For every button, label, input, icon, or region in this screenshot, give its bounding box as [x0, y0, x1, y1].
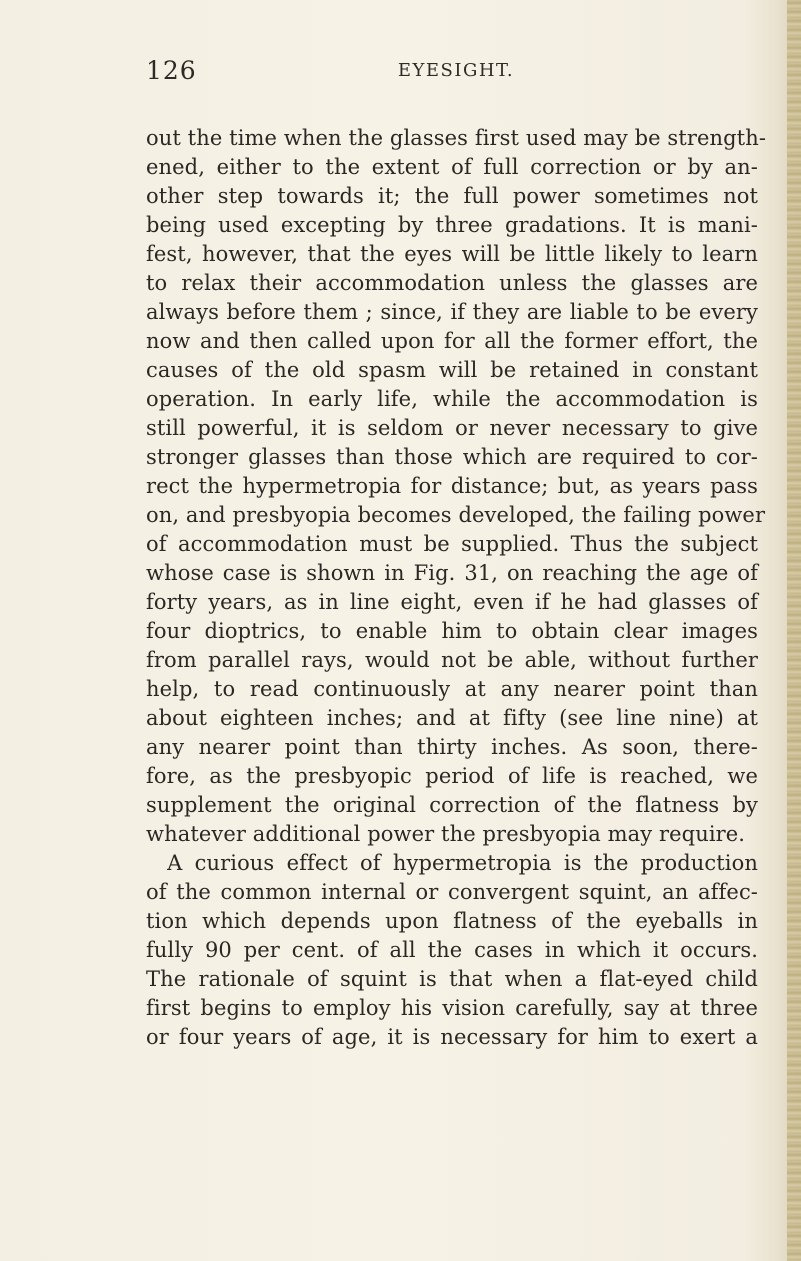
text-line: now and then called upon for all the former effort, the: [146, 329, 758, 353]
text-line-paragraph-start: A curious effect of hypermetropia is the production: [146, 851, 758, 875]
text-line: or four years of age, it is necessary for him to exert a: [146, 1025, 758, 1049]
text-line: of the common internal or convergent squint, an affec-: [146, 880, 758, 904]
text-line: rect the hypermetropia for distance; but, as years pass: [146, 474, 758, 498]
text-line: about eighteen inches; and at fifty (see line nine) at: [146, 706, 758, 730]
text-line: forty years, as in line eight, even if he had glasses of: [146, 590, 758, 614]
text-line: from parallel rays, would not be able, without further: [146, 648, 758, 672]
text-line: fest, however, that the eyes will be little likely to learn: [146, 242, 758, 266]
text-line: ened, either to the extent of full correction or by an-: [146, 155, 758, 179]
text-line: still powerful, it is seldom or never necessary to give: [146, 416, 758, 440]
text-line: of accommodation must be supplied. Thus the subject: [146, 532, 758, 556]
page-edge: [787, 0, 801, 1261]
text-line: being used excepting by three gradations. It is mani-: [146, 213, 758, 237]
text-line: The rationale of squint is that when a flat-eyed child: [146, 967, 758, 991]
text-line: on, and presbyopia becomes developed, the failing power: [146, 503, 766, 527]
text-line: fore, as the presbyopic period of life is reached, we: [146, 764, 758, 788]
text-line: help, to read continuously at any nearer point than: [146, 677, 758, 701]
body-text: [146, 124, 767, 1052]
text-line: whose case is shown in Fig. 31, on reaching the age of: [146, 561, 758, 585]
running-head: [146, 56, 756, 86]
page-number: 126: [146, 56, 197, 85]
text-line: any nearer point than thirty inches. As soon, there-: [146, 735, 758, 759]
text-line-paragraph-end: whatever additional power the presbyopia may require.: [146, 822, 746, 846]
text-line: fully 90 per cent. of all the cases in which it occurs.: [146, 938, 758, 962]
text-line: always before them ; since, if they are liable to be every: [146, 300, 758, 324]
text-line: out the time when the glasses first used may be strength-: [146, 126, 767, 150]
text-line: supplement the original correction of the flatness by: [146, 793, 758, 817]
text-line: causes of the old spasm will be retained in constant: [146, 358, 758, 382]
text-line: four dioptrics, to enable him to obtain clear images: [146, 619, 758, 643]
text-line: other step towards it; the full power sometimes not: [146, 184, 758, 208]
text-line: stronger glasses than those which are required to cor-: [146, 445, 758, 469]
running-title: EYESIGHT.: [397, 60, 515, 81]
text-line: to relax their accommodation unless the glasses are: [146, 271, 758, 295]
text-line: tion which depends upon flatness of the eyeballs in: [146, 909, 758, 933]
text-line: first begins to employ his vision carefully, say at three: [146, 996, 758, 1020]
text-line: operation. In early life, while the accommodation is: [146, 387, 758, 411]
